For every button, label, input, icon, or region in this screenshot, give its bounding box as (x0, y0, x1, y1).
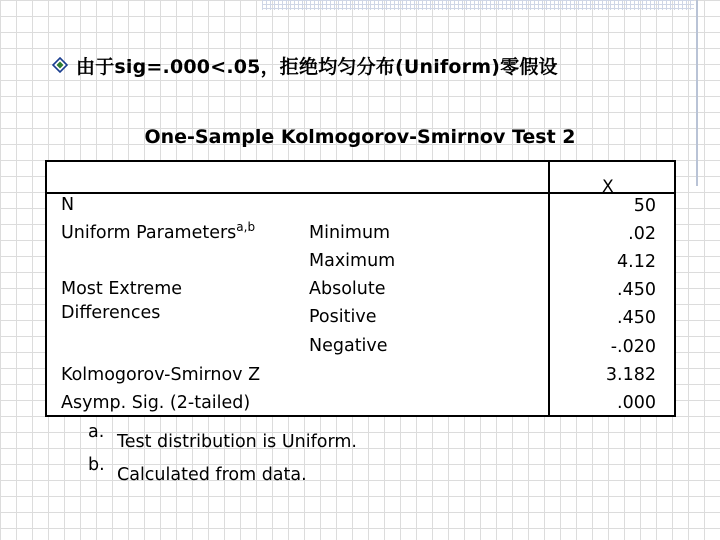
value-absolute: .450 (617, 280, 656, 300)
decorative-vertical-line (696, 0, 698, 186)
sub-label-positive: Positive (309, 307, 377, 327)
value-minimum: .02 (628, 224, 656, 244)
sub-label-minimum: Minimum (309, 223, 391, 243)
footnote-a-text: Test distribution is Uniform. (117, 432, 357, 452)
value-negative: -.020 (610, 337, 656, 357)
value-ks-z: 3.182 (605, 365, 656, 385)
row-label-ks-z: Kolmogorov-Smirnov Z (61, 365, 261, 385)
row-label-differences: Differences (61, 303, 161, 323)
table-title: One-Sample Kolmogorov-Smirnov Test 2 (144, 126, 576, 148)
value-asymp-sig: .000 (617, 393, 656, 413)
sub-label-negative: Negative (309, 336, 388, 356)
column-header: X (602, 177, 614, 197)
footnote-b-text: Calculated from data. (117, 465, 307, 485)
row-label-n: N (61, 195, 75, 215)
slide-title: 由于sig=.000<.05，拒绝均匀分布(Uniform)零假设 (76, 56, 558, 78)
row-label-most-extreme: Most Extreme (61, 279, 183, 299)
row-label-uniform-parameters (61, 220, 256, 243)
header-pattern-strip (262, 0, 694, 10)
uniform-parameters-superscript: a,b (236, 220, 256, 234)
sub-label-maximum: Maximum (309, 251, 396, 271)
uniform-parameters-text: Uniform Parameters (61, 223, 237, 243)
value-maximum: 4.12 (617, 252, 656, 272)
value-n: 50 (633, 196, 656, 216)
footnote-b-mark: b. (88, 455, 105, 475)
table-value-divider (548, 162, 550, 415)
ks-test-table (45, 160, 676, 417)
footnote-a-mark: a. (88, 422, 105, 442)
row-label-asymp-sig: Asymp. Sig. (2-tailed) (61, 393, 251, 413)
sub-label-absolute: Absolute (309, 279, 386, 299)
diamond-bullet-icon (52, 57, 68, 73)
value-positive: .450 (617, 308, 656, 328)
table-header-divider (47, 192, 674, 194)
